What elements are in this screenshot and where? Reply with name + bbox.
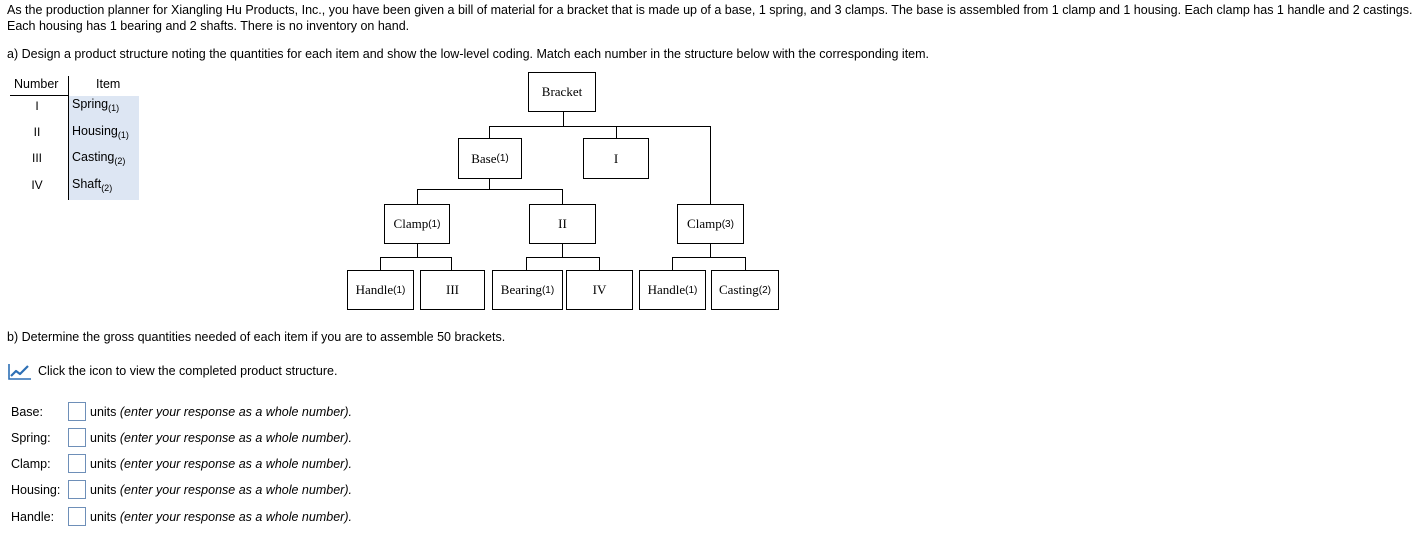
problem-intro: As the production planner for Xiangling Hu Products, Inc., you have been given a bill of material for a bracket that is made up of a base, 1 spring, and 3 clamps. The base is assembled from 1 clamp and 1 housing. Each clamp has 1 handle and 2 castings. Each housing has 1 bearing and 2 shafts. There is no inventory on hand. [7, 3, 1413, 33]
node-handle: Handle (1) [347, 270, 414, 310]
connector [380, 257, 381, 270]
node-spring-slot: I [583, 138, 649, 179]
connector [616, 126, 617, 138]
connector [672, 257, 746, 258]
answer-label-clamp: Clamp: [11, 457, 51, 471]
housing-input[interactable] [68, 480, 86, 499]
connector [526, 257, 600, 258]
table-item: Spring$_{(1)}$ [72, 97, 120, 113]
table-item: Housing$_{(1)}$ [72, 124, 129, 140]
connector [489, 126, 711, 127]
node-casting-slot: III [420, 270, 485, 310]
table-number: IV [31, 178, 43, 192]
connector [489, 126, 490, 138]
connector [672, 257, 673, 270]
node-base: Base (1) [458, 138, 522, 179]
spring-input[interactable] [68, 428, 86, 447]
connector [451, 257, 452, 270]
answer-units: units (enter your response as a whole number). [90, 405, 352, 419]
node-bracket: Bracket [528, 72, 596, 112]
part-a-instructions: a) Design a product structure noting the quantities for each item and show the low-level coding. Match each number in the structure below with the corresponding item. [7, 47, 930, 61]
node-handle: Handle (1) [639, 270, 706, 310]
node-casting: Casting (2) [711, 270, 779, 310]
table-item: Shaft$_{(2)}$ [72, 177, 113, 193]
connector [380, 257, 452, 258]
node-clamp-base: Clamp (1) [384, 204, 450, 244]
answer-label-base: Base: [11, 405, 43, 419]
table-header-item: Item [96, 77, 121, 91]
part-b-instructions: b) Determine the gross quantities needed of each item if you are to assemble 50 brackets. [7, 330, 506, 344]
table-item: Casting$_{(2)}$ [72, 150, 126, 166]
view-structure-link[interactable] [8, 362, 337, 380]
handle-input[interactable] [68, 507, 86, 526]
view-structure-text: Click the icon to view the completed product structure. [38, 364, 338, 378]
connector [710, 126, 711, 204]
answer-units: units (enter your response as a whole number). [90, 510, 352, 524]
answer-label-handle: Handle: [11, 510, 55, 524]
answer-units: units (enter your response as a whole number). [90, 483, 352, 497]
connector [562, 243, 563, 257]
node-clamp-top: Clamp (3) [677, 204, 744, 244]
table-number: I [35, 99, 39, 113]
chart-icon[interactable] [8, 362, 32, 380]
connector [417, 243, 418, 257]
connector [563, 111, 564, 127]
table-number: II [33, 125, 41, 139]
node-housing-slot: II [529, 204, 596, 244]
connector [526, 257, 527, 270]
answer-units: units (enter your response as a whole number). [90, 457, 352, 471]
table-divider [10, 95, 68, 96]
table-header-number: Number [14, 77, 59, 91]
connector [562, 189, 563, 204]
answer-label-spring: Spring: [11, 431, 51, 445]
node-shaft-slot: IV [566, 270, 633, 310]
table-number: III [31, 151, 42, 165]
base-input[interactable] [68, 402, 86, 421]
connector [417, 189, 418, 204]
connector [599, 257, 600, 270]
connector [417, 189, 563, 190]
answer-label-housing: Housing: [11, 483, 61, 497]
connector [710, 243, 711, 257]
answer-units: units (enter your response as a whole number). [90, 431, 352, 445]
connector [745, 257, 746, 270]
table-column-divider [68, 76, 69, 200]
node-bearing: Bearing (1) [492, 270, 563, 310]
clamp-input[interactable] [68, 454, 86, 473]
